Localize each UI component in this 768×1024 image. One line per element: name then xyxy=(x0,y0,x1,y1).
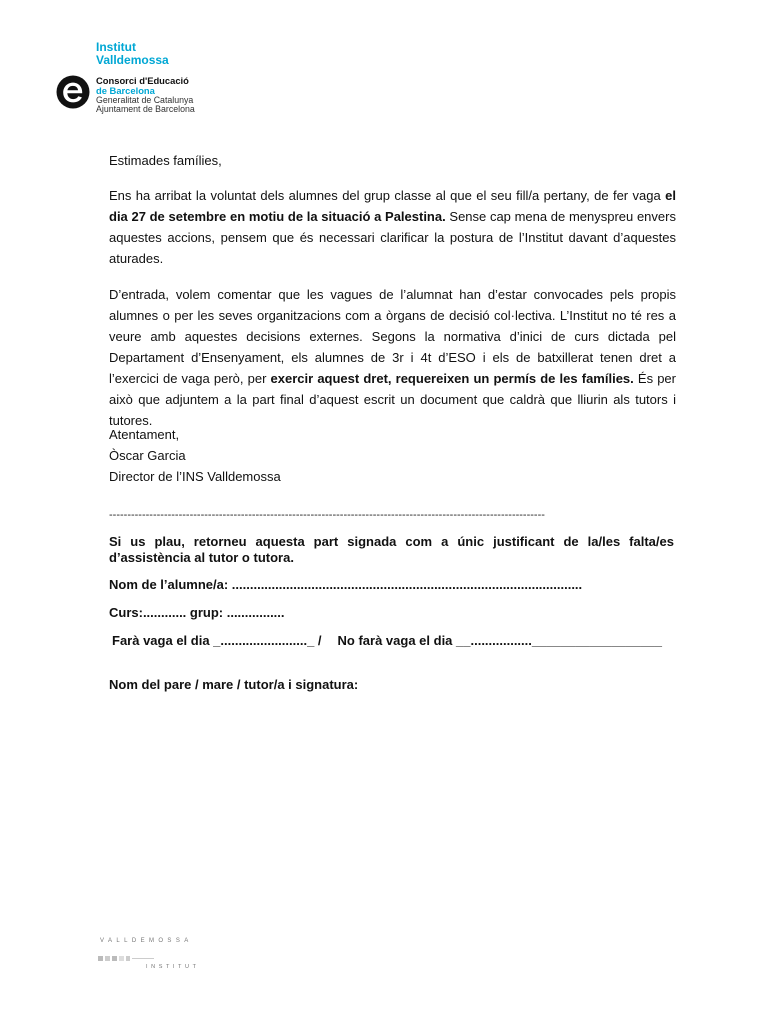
institute-logo xyxy=(56,40,246,120)
consorci-line2: de Barcelona xyxy=(96,85,155,96)
paragraph-2 xyxy=(109,284,676,431)
closing-block xyxy=(109,424,676,487)
parent-signature-field: Nom del pare / mare / tutor/a i signatura: xyxy=(109,677,359,692)
cut-line: ----------------------------------------------------------------------------------------------------------------------- xyxy=(109,509,545,521)
footer-logo-bars-icon xyxy=(98,955,158,963)
footer-logo xyxy=(96,938,206,974)
paragraph-1 xyxy=(109,185,676,269)
consorci-block xyxy=(96,76,246,115)
institute-name xyxy=(96,41,246,67)
paragraph-2-text-a: D’entrada, volem comentar que les vagues de l’alumnat han d’estar convocades pels propis alumnes o per les seves organitzacions com a òrgans de decisió col·lectiva. L’Institut no té res a veure amb aquestes decisions externes. Segons la normativa d’inici de curs dictada pel Departament d’Ensenyament, els alumnes de 3r i 4t d’ESO i els de batxillerat tenen dret a l’exercici de vaga però, per xyxy=(109,287,676,386)
ajuntament-line: Ajuntament de Barcelona xyxy=(96,104,195,115)
consorci-line1: Consorci d'Educació xyxy=(96,75,189,86)
paragraph-1-text-a: Ens ha arribat la voluntat dels alumnes del grup classe al que el seu fill/a pertany, de fer vaga xyxy=(109,188,666,203)
signer-title: Director de l’INS Valldemossa xyxy=(109,469,281,484)
paragraph-2-text-c: És per això que adjuntem a la part final d’aquest escrit un document que caldrà que lliurin als tutors i tutores. xyxy=(109,371,676,428)
paragraph-2-bold: exercir aquest dret, requereixen un permís de les famílies. xyxy=(270,371,634,386)
course-group-field: Curs:............ grup: ................ xyxy=(109,605,285,620)
strike-choice-row xyxy=(112,633,662,649)
footer-logo-bottom-text: INSTITUT xyxy=(146,964,200,970)
generalitat-line: Generalitat de Catalunya xyxy=(96,95,194,105)
paragraph-1-text-c: Sense cap mena de menyspreu envers aquestes accions, pensem que és necessari clarificar la postura de l’Institut davant d’aquestes aturades. xyxy=(109,209,676,266)
form-intro: Si us plau, retorneu aquesta part signada com a únic justificant de la/les falta/es d’assistència al tutor o tutora. xyxy=(109,534,674,565)
student-name-field: Nom de l’alumne/a: ................................................................................................. xyxy=(109,577,583,592)
signer-name: Òscar Garcia xyxy=(109,448,186,463)
greeting: Estimades famílies, xyxy=(109,153,222,168)
footer-logo-top-text: VALLDEMOSSA xyxy=(100,938,193,944)
paragraph-1-bold: el dia 27 de setembre en motiu de la situació a Palestina. xyxy=(109,188,676,224)
institute-name-line1: Institut xyxy=(96,40,136,54)
institute-name-line2: Valldemossa xyxy=(96,53,169,67)
strike-no-field: No farà vaga el dia __.................__________________ xyxy=(337,633,663,648)
strike-yes-field: Farà vaga el dia _........................_ / xyxy=(112,633,322,648)
closing: Atentament, xyxy=(109,427,180,442)
consorci-e-logo-icon xyxy=(56,75,90,109)
